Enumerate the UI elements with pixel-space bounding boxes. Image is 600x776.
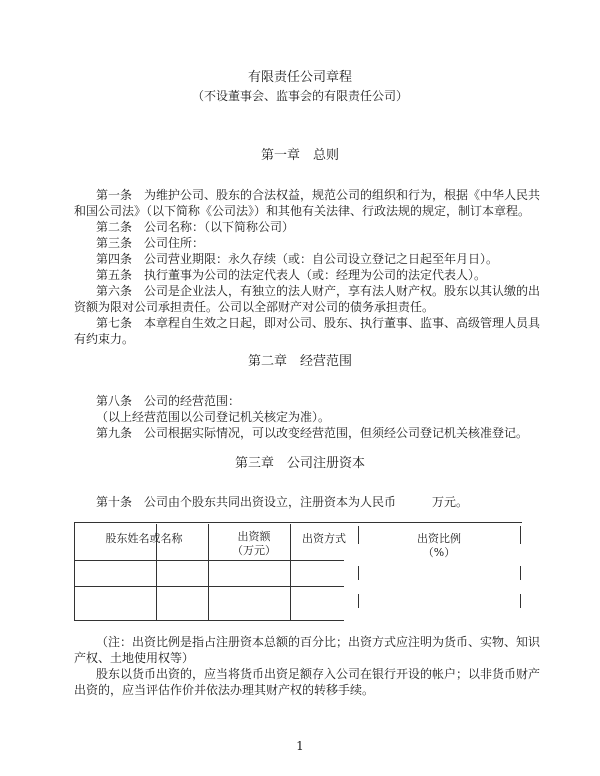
table-col-divider-4b [358,566,359,580]
table-header-method: 出资方式 [302,532,346,545]
table-col-divider-3 [290,524,291,620]
paragraph-line-2: 出资的，应当评估作价并依法办理其财产权的转移手续。 [74,683,375,697]
article-7-line-1: 第七条 本章程自生效之日起，即对公司、股东、执行董事、监事、高级管理人员具 [96,316,541,330]
table-right-border-a [520,526,521,544]
table-header-shareholder-name: 股东姓名或名称 [105,532,183,545]
document-subtitle: （不设董事会、监事会的有限责任公司） [191,89,408,103]
paragraph-line-1: 股东以货币出资的，应当将货币出资足额存入公司在银行开设的帐户；以非货币财产 [96,667,541,681]
chapter-3-heading: 第三章 公司注册资本 [234,456,365,471]
table-header-amount-unit: （万元） [232,544,276,557]
note-line-2: 产权、土地使用权等） [74,651,195,665]
table-header-ratio-unit: （%） [422,546,456,559]
table-right-border-c [520,594,521,608]
shareholder-table [74,522,522,622]
article-1-line-1: 第一条 为维护公司、股东的合法权益，规范公司的组织和行为，根据《中华人民共 [96,188,541,202]
table-right-border-b [520,566,521,580]
table-col-divider-4c [358,594,359,608]
table-bottom-rule [74,620,344,621]
table-left-border [74,522,75,620]
article-2: 第二条 公司名称：（以下简称公司） [96,220,295,234]
chapter-1-heading: 第一章 总则 [260,148,339,163]
article-6-line-2: 资额为限对公司承担责任。公司以全部财产对公司的债务承担责任。 [74,300,435,314]
table-top-rule [74,522,522,523]
table-header-amount: 出资额 [237,530,271,543]
article-3: 第三条 公司住所： [96,236,205,250]
article-4: 第四条 公司营业期限：永久存续（或：自公司设立登记之日起至年月日）。 [96,252,499,266]
chapter-2-heading: 第二章 经营范围 [247,354,352,369]
table-col-divider-2 [208,524,209,620]
article-9: 第九条 公司根据实际情况，可以改变经营范围，但须经公司登记机关核准登记。 [96,426,529,440]
table-row-rule [74,586,344,587]
article-7-line-2: 有约束力。 [74,332,135,346]
page-number: 1 [296,739,304,753]
table-col-divider-4a [358,526,359,544]
note-line-1: （注：出资比例是指占注册资本总额的百分比；出资方式应注明为货币、实物、知识 [96,635,541,649]
table-header-ratio: 出资比例 [417,532,461,545]
article-6-line-1: 第六条 公司是企业法人，有独立的法人财产，享有法人财产权。股东以其认缴的出 [96,284,541,298]
article-10: 第十条 公司由个股东共同出资设立，注册资本为人民币 万元。 [96,495,469,509]
document-title: 有限责任公司章程 [247,70,352,85]
article-1-line-2: 和国公司法》（以下简称《公司法》）和其他有关法律、行政法规的规定，制订本章程。 [74,204,531,218]
article-8-note: （以上经营范围以公司登记机关核定为准）。 [96,410,331,424]
table-header-rule [74,560,344,561]
article-5: 第五条 执行董事为公司的法定代表人（或：经理为公司的法定代表人）。 [96,268,487,282]
article-8: 第八条 公司的经营范围： [96,394,241,408]
